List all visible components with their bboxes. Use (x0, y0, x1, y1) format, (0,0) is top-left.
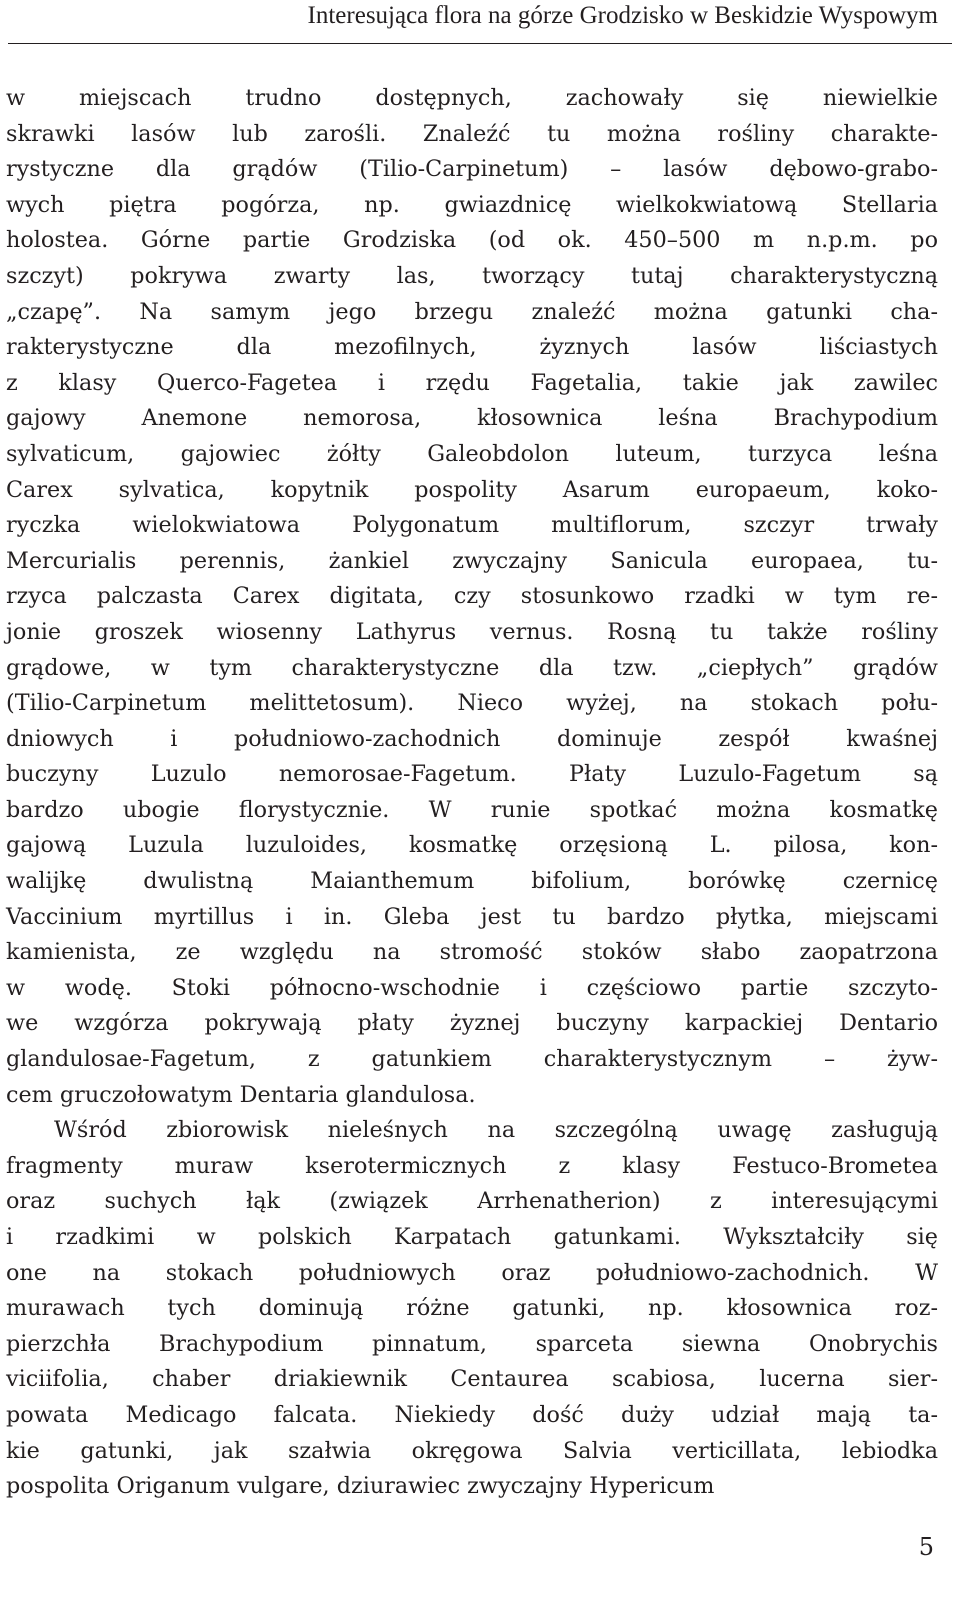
text-line: we wzgórza pokrywają płaty żyznej buczyny karpackiej Dentario (6, 1010, 938, 1037)
text-line: pierzchła Brachypodium pinnatum, sparceta siewna Onobrychis (6, 1330, 938, 1357)
page-number: 5 (918, 1533, 934, 1561)
paragraph (6, 81, 938, 1113)
text-line: holostea. Górne partie Grodziska (od ok. 450–500 m n.p.m. po (6, 227, 938, 254)
text-line: w wodę. Stoki północno-wschodnie i częściowo partie szczyto- (6, 974, 938, 1001)
text-line: w miejscach trudno dostępnych, zachowały się niewielkie (6, 85, 938, 111)
text-line: (Tilio-Carpinetum melittetosum). Nieco wyżej, na stokach połu- (6, 690, 938, 717)
text-line: glandulosae-Fagetum, z gatunkiem charakterystycznym – żyw- (6, 1046, 938, 1073)
text-line: szczyt) pokrywa zwarty las, tworzący tutaj charakterystyczną (6, 262, 938, 289)
text-line: rzyca palczasta Carex digitata, czy stosunkowo rzadki w tym re- (6, 583, 938, 610)
paragraph (6, 1113, 938, 1505)
text-line: grądowe, w tym charakterystyczne dla tzw. „ciepłych” grądów (6, 654, 938, 681)
text-line: kamienista, ze względu na stromość stoków słabo zaopatrzona (6, 939, 938, 966)
running-header (0, 0, 960, 46)
text-line: skrawki lasów lub zarośli. Znaleźć tu można rośliny charakte- (6, 120, 938, 147)
text-line: gajową Luzula luzuloides, kosmatkę orzęsioną L. pilosa, kon- (6, 832, 938, 859)
text-line: buczyny Luzulo nemorosae-Fagetum. Płaty Luzulo-Fagetum są (6, 761, 938, 788)
text-line: viciifolia, chaber driakiewnik Centaurea scabiosa, lucerna sier- (6, 1366, 938, 1393)
running-header-title: Interesująca flora na górze Grodzisko w Beskidzie Wyspowym (307, 2, 938, 29)
text-line: walijkę dwulistną Maianthemum bifolium, borówkę czernicę (6, 868, 938, 895)
text-line: Carex sylvatica, kopytnik pospolity Asarum europaeum, koko- (6, 476, 938, 503)
text-line: Mercurialis perennis, żankiel zwyczajny Sanicula europaea, tu- (6, 547, 938, 574)
body-text (6, 81, 938, 1505)
text-line: jonie groszek wiosenny Lathyrus vernus. Rosną tu także rośliny (6, 618, 938, 645)
text-line: kie gatunki, jak szałwia okręgowa Salvia verticillata, lebiodka (6, 1437, 938, 1464)
text-line: dniowych i południowo-zachodnich dominuje zespół kwaśnej (6, 725, 938, 752)
text-line: fragmenty muraw kserotermicznych z klasy Festuco-Brometea (6, 1152, 938, 1179)
text-line: Wśród zbiorowisk nieleśnych na szczególną uwagę zasługują (54, 1117, 938, 1144)
text-line: wych piętra pogórza, np. gwiazdnicę wielkokwiatową Stellaria (6, 191, 938, 218)
text-line: cem gruczołowatym Dentaria glandulosa. (6, 1081, 476, 1108)
text-line: powata Medicago falcata. Niekiedy dość duży udział mają ta- (6, 1401, 938, 1428)
text-line: „czapę”. Na samym jego brzegu znaleźć można gatunki cha- (6, 298, 938, 325)
text-line: pospolita Origanum vulgare, dziurawiec zwyczajny Hypericum (6, 1473, 715, 1500)
text-line: i rzadkimi w polskich Karpatach gatunkami. Wykształciły się (6, 1224, 938, 1250)
header-rule (8, 43, 952, 44)
text-line: murawach tych dominują różne gatunki, np. kłosownica roz- (6, 1295, 938, 1322)
text-line: gajowy Anemone nemorosa, kłosownica leśna Brachypodium (6, 405, 938, 432)
text-line: sylvaticum, gajowiec żółty Galeobdolon luteum, turzyca leśna (6, 440, 938, 467)
text-line: one na stokach południowych oraz południowo-zachodnich. W (6, 1259, 938, 1286)
text-line: rakterystyczne dla mezofilnych, żyznych lasów liściastych (6, 334, 938, 361)
text-line: oraz suchych łąk (związek Arrhenatherion) z interesującymi (6, 1188, 938, 1215)
text-line: z klasy Querco-Fagetea i rzędu Fagetalia, takie jak zawilec (6, 369, 938, 396)
text-line: bardzo ubogie florystycznie. W runie spotkać można kosmatkę (6, 796, 938, 823)
text-line: ryczka wielokwiatowa Polygonatum multiflorum, szczyr trwały (6, 512, 938, 539)
text-line: rystyczne dla grądów (Tilio-Carpinetum) – lasów dębowo-grabo- (6, 156, 938, 183)
text-line: Vaccinium myrtillus i in. Gleba jest tu bardzo płytka, miejscami (6, 903, 938, 930)
